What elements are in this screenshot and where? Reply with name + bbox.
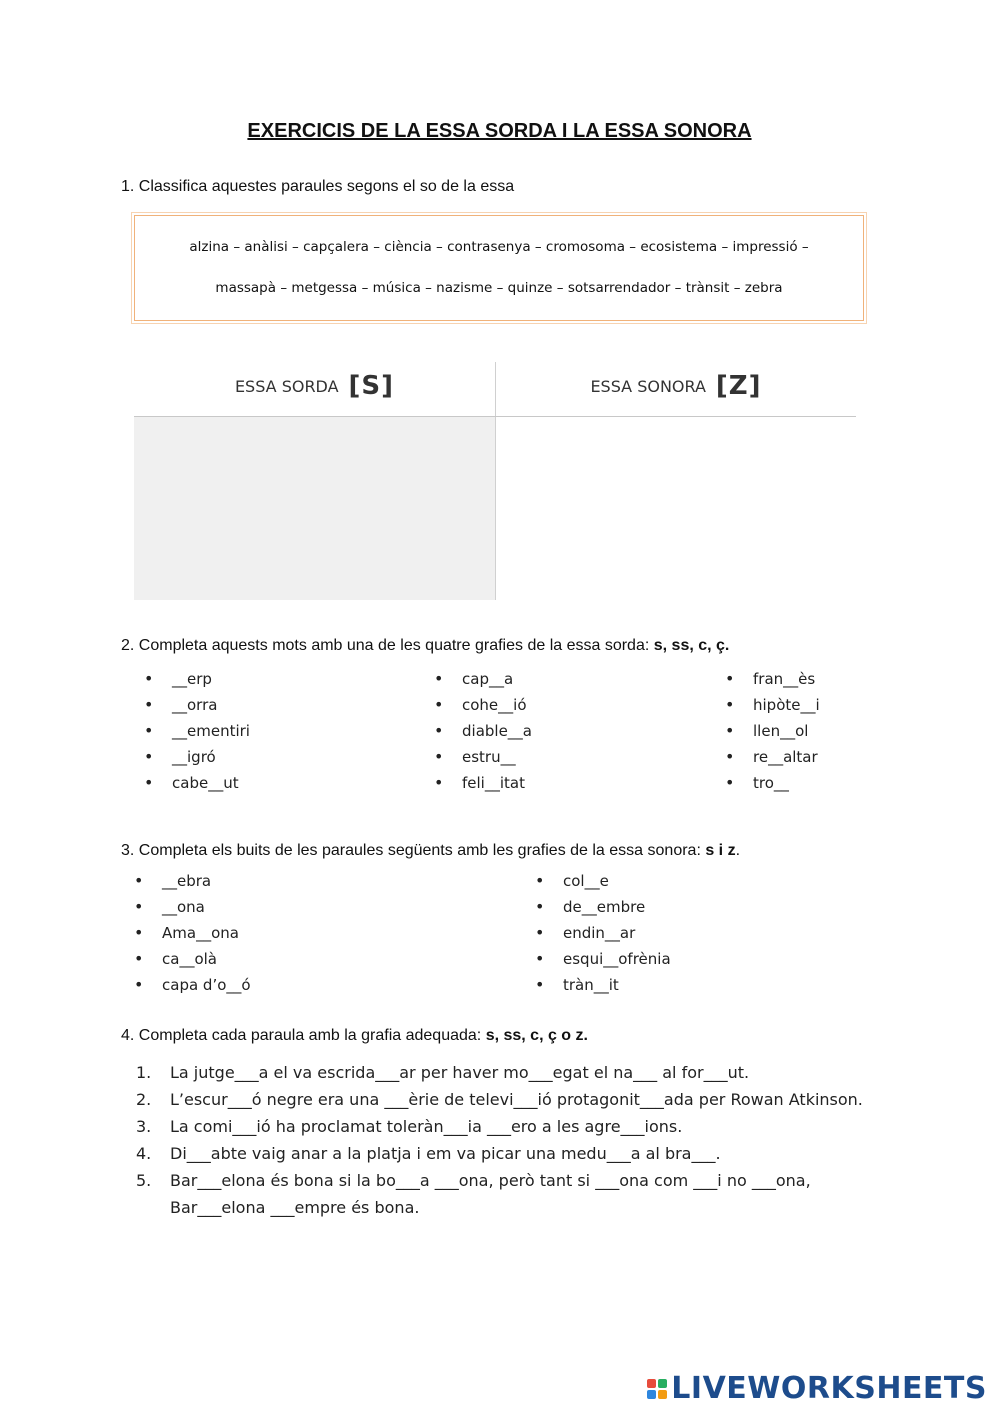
word-box <box>134 215 864 321</box>
list-item[interactable]: • __orra <box>140 692 250 718</box>
list-item[interactable]: • ca__olà <box>130 946 251 972</box>
sentence-item[interactable] <box>136 1140 876 1167</box>
sentence-item[interactable] <box>136 1113 876 1140</box>
list-item[interactable]: • estru__ <box>430 744 532 770</box>
list-item[interactable]: • __ona <box>130 894 251 920</box>
phonetic-symbol: [S] <box>348 371 395 401</box>
question-3-graphies: s i z <box>705 842 736 859</box>
column-header-label: ESSA SONORA <box>590 376 706 396</box>
question-2 <box>121 637 729 655</box>
question-4-text: 4. Completa cada paraula amb la grafia adequada: <box>121 1027 486 1044</box>
list-item[interactable]: • diable__a <box>430 718 532 744</box>
column-header-essa-sonora <box>496 356 856 416</box>
list-item[interactable]: • esqui__ofrènia <box>531 946 671 972</box>
q3-list-col-2 <box>531 868 671 998</box>
list-item[interactable]: • cap__a <box>430 666 532 692</box>
item-number: 5. <box>136 1171 152 1190</box>
question-2-text: 2. Completa aquests mots amb una de les quatre grafies de la essa sorda: <box>121 637 654 654</box>
q2-list-col-2 <box>430 666 532 796</box>
phonetic-symbol: [Z] <box>715 371 762 401</box>
item-number: 2. <box>136 1090 152 1109</box>
list-item[interactable]: • cabe__ut <box>140 770 250 796</box>
sentence-text: L’escur___ó negre era una ___èrie de televi___ió protagonit___ada per Rowan Atkinson. <box>170 1090 863 1109</box>
list-item[interactable]: • __ementiri <box>140 718 250 744</box>
logo-text: LIVEWORKSHEETS <box>671 1371 987 1406</box>
word-box-line-1: alzina – anàlisi – capçalera – ciència – contrasenya – cromosoma – ecosistema – impressió – <box>189 239 809 255</box>
q4-sentence-list <box>136 1059 876 1221</box>
answer-cell-essa-sonora[interactable] <box>496 417 856 600</box>
list-item[interactable]: • Ama__ona <box>130 920 251 946</box>
answer-cell-essa-sorda[interactable] <box>134 417 495 600</box>
liveworksheets-logo-icon <box>647 1379 667 1399</box>
classification-table <box>134 356 856 600</box>
list-item[interactable]: • tràn__it <box>531 972 671 998</box>
question-3-end: . <box>735 842 741 859</box>
sentence-text: La comi___ió ha proclamat toleràn___ia ___ero a les agre___ions. <box>170 1117 683 1136</box>
list-item[interactable]: • endin__ar <box>531 920 671 946</box>
word-box-line-2: massapà – metgessa – música – nazisme – quinze – sotsarrendador – trànsit – zebra <box>215 280 783 296</box>
sentence-item[interactable] <box>136 1167 876 1221</box>
question-4-graphies: s, ss, c, ç o z. <box>485 1027 588 1044</box>
question-2-graphies: s, ss, c, ç. <box>653 637 730 654</box>
list-item[interactable]: • tro__ <box>721 770 820 796</box>
list-item[interactable]: • __ebra <box>130 868 251 894</box>
q2-list-col-3 <box>721 666 820 796</box>
sentence-text: La jutge___a el va escrida___ar per haver mo___egat el na___ al for___ut. <box>170 1063 750 1082</box>
question-4 <box>121 1027 588 1045</box>
list-item[interactable]: • capa d’o__ó <box>130 972 251 998</box>
list-item[interactable]: • de__embre <box>531 894 671 920</box>
list-item[interactable]: • llen__ol <box>721 718 820 744</box>
sentence-text: Di___abte vaig anar a la platja i em va picar una medu___a al bra___. <box>170 1144 721 1163</box>
question-3 <box>121 842 740 860</box>
column-header-essa-sorda <box>134 356 495 416</box>
question-1: 1. Classifica aquestes paraules segons el so de la essa <box>121 178 515 195</box>
list-item[interactable]: • fran__ès <box>721 666 820 692</box>
column-header-label: ESSA SORDA <box>234 376 339 396</box>
item-number: 1. <box>136 1063 152 1082</box>
list-item[interactable]: • __igró <box>140 744 250 770</box>
list-item[interactable]: • re__altar <box>721 744 820 770</box>
sentence-item[interactable] <box>136 1059 876 1086</box>
list-item[interactable]: • cohe__ió <box>430 692 532 718</box>
sentence-item[interactable] <box>136 1086 876 1113</box>
question-3-text: 3. Completa els buits de les paraules següents amb les grafies de la essa sonora: <box>121 842 706 859</box>
item-number: 3. <box>136 1117 152 1136</box>
sentence-text: Bar___elona és bona si la bo___a ___ona, però tant si ___ona com ___i no ___ona, Bar___elona ___empre és bona. <box>170 1171 811 1217</box>
list-item[interactable]: • feli__itat <box>430 770 532 796</box>
q2-list-col-1 <box>140 666 250 796</box>
list-item[interactable]: • __erp <box>140 666 250 692</box>
list-item[interactable]: • col__e <box>531 868 671 894</box>
liveworksheets-logo[interactable] <box>647 1371 987 1406</box>
item-number: 4. <box>136 1144 152 1163</box>
list-item[interactable]: • hipòte__i <box>721 692 820 718</box>
page-title: EXERCICIS DE LA ESSA SORDA I LA ESSA SONORA <box>247 120 752 142</box>
q3-list-col-1 <box>130 868 251 998</box>
